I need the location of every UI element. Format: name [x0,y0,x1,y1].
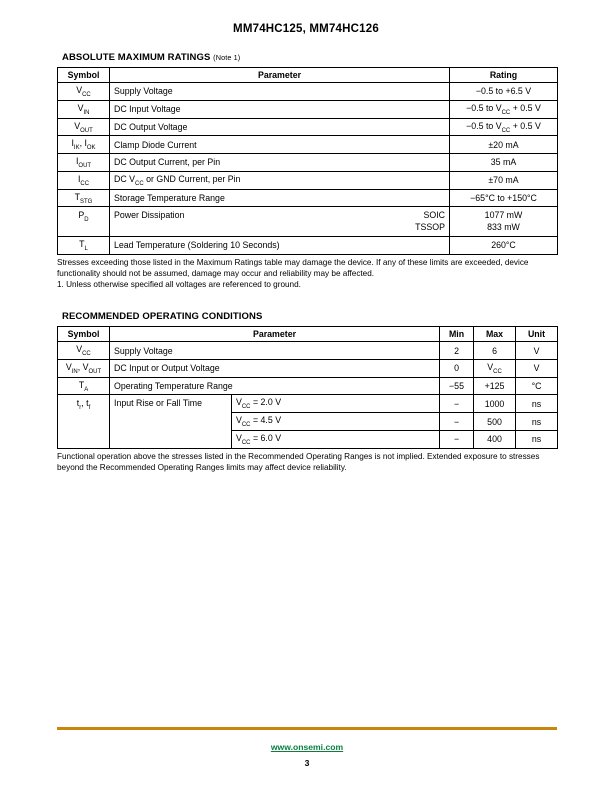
max-cell: $V_{CC}$ [474,359,516,377]
rating-line: 833 mW [487,222,520,233]
section-title-rec-op [62,311,557,322]
parameter-label: Power Dissipation [114,210,185,221]
symbol-cell: $V_{CC}$ [58,83,110,101]
symbol-cell: $V_{IN}$ [58,100,110,118]
condition-cell: $V_{CC} = 2.0$ V [232,395,440,413]
parameter-cell: DC Input Voltage [110,100,450,118]
note-1: 1. Unless otherwise specified all voltages are referenced to ground. [57,280,301,290]
parameter-cell: Storage Temperature Range [110,189,450,207]
abs-max-note-ref: (Note 1) [213,53,241,62]
rating-cell: −0.5 to +6.5 V [450,83,558,101]
footer-rule [57,727,557,730]
rec-op-title: RECOMMENDED OPERATING CONDITIONS [62,311,263,323]
symbol-cell: $V_{OUT}$ [58,118,110,136]
parameter-cell: Supply Voltage [110,83,450,101]
max-cell: 400 [474,430,516,448]
column-header-rating: Rating [450,68,558,83]
section-title-abs-max [62,52,557,63]
table-row-power-dissipation [58,207,558,237]
table-row [58,237,558,255]
symbol-cell: $I_{CC}$ [58,171,110,189]
max-cell: +125 [474,377,516,395]
symbol-cell: $V_{CC}$ [58,342,110,360]
parameter-cell: Clamp Diode Current [110,136,450,154]
doc-title: MM74HC125, MM74HC126 [233,23,379,35]
min-cell: −55 [440,377,474,395]
rating-cell [450,207,558,237]
min-cell: − [440,413,474,431]
column-header-symbol: Symbol [58,68,110,83]
rating-cell: 260°C [450,237,558,255]
parameter-cell: DC $V_{CC}$ or GND Current, per Pin [110,171,450,189]
parameter-cell: DC Output Current, per Pin [110,154,450,172]
unit-cell: °C [516,377,558,395]
rating-line: 1077 mW [484,210,523,221]
table-row [58,359,558,377]
page-number: 3 [304,758,310,768]
min-cell: 2 [440,342,474,360]
max-cell: 6 [474,342,516,360]
column-header-parameter: Parameter [110,68,450,83]
column-header-unit: Unit [516,327,558,342]
parameter-cell [110,207,450,237]
column-header-min: Min [440,327,474,342]
content-area [57,52,557,473]
parameter-cell: Input Rise or Fall Time [110,395,232,448]
min-cell: 0 [440,359,474,377]
table-row [58,100,558,118]
functional-note: Functional operation above the stresses listed in the Recommended Operating Ranges is not implied. Extended exposure to stresses beyond the Recommended Operating Ranges limits may affect device reliability. [57,451,540,472]
package-label: TSSOP [415,222,445,233]
table-row [58,395,558,413]
rating-cell: ±20 mA [450,136,558,154]
table-row [58,154,558,172]
parameter-cell: Operating Temperature Range [110,377,440,395]
table-row [58,136,558,154]
condition-cell: $V_{CC} = 4.5$ V [232,413,440,431]
rating-cell: 35 mA [450,154,558,172]
unit-cell: V [516,359,558,377]
table-header-row [58,68,558,83]
abs-max-table [57,67,558,255]
condition-cell: $V_{CC} = 6.0$ V [232,430,440,448]
stress-note: Stresses exceeding those listed in the Maximum Ratings table may damage the device. If any of these limits are exceeded, device functionality should not be assumed, damage may occur and reliability may be affected. [57,257,529,278]
symbol-cell: $I_{OUT}$ [58,154,110,172]
section-recommended-operating-conditions [57,311,557,473]
table-row [58,342,558,360]
rating-cell: −65°C to +150°C [450,189,558,207]
symbol-cell: $t_r$, $t_f$ [58,395,110,448]
column-header-max: Max [474,327,516,342]
rating-cell: −0.5 to $V_{CC} + 0.5$ V [450,118,558,136]
unit-cell: ns [516,430,558,448]
table-row [58,118,558,136]
rating-cell: ±70 mA [450,171,558,189]
symbol-cell: $V_{IN}$, $V_{OUT}$ [58,359,110,377]
rec-op-table [57,326,558,449]
table-row [58,189,558,207]
column-header-parameter: Parameter [110,327,440,342]
unit-cell: ns [516,395,558,413]
max-cell: 500 [474,413,516,431]
abs-max-title: ABSOLUTE MAXIMUM RATINGS [62,52,211,63]
symbol-cell: $T_A$ [58,377,110,395]
symbol-cell: $P_D$ [58,207,110,237]
page-footer [57,727,557,768]
min-cell: − [440,430,474,448]
unit-cell: V [516,342,558,360]
onsemi-link[interactable]: www.onsemi.com [270,742,344,752]
parameter-cell: Supply Voltage [110,342,440,360]
section-absolute-maximum-ratings [57,52,557,291]
min-cell: − [440,395,474,413]
max-cell: 1000 [474,395,516,413]
symbol-cell: $T_L$ [58,237,110,255]
parameter-cell: DC Output Voltage [110,118,450,136]
table-row [58,83,558,101]
symbol-cell: $I_{IK}$, $I_{OK}$ [58,136,110,154]
unit-cell: ns [516,413,558,431]
symbol-cell: $T_{STG}$ [58,189,110,207]
parameter-cell: Lead Temperature (Soldering 10 Seconds) [110,237,450,255]
package-label: SOIC [423,210,445,221]
table-header-row [58,327,558,342]
column-header-symbol: Symbol [58,327,110,342]
parameter-cell: DC Input or Output Voltage [110,359,440,377]
table-row [58,377,558,395]
table-row [58,171,558,189]
rating-cell: −0.5 to $V_{CC} + 0.5$ V [450,100,558,118]
